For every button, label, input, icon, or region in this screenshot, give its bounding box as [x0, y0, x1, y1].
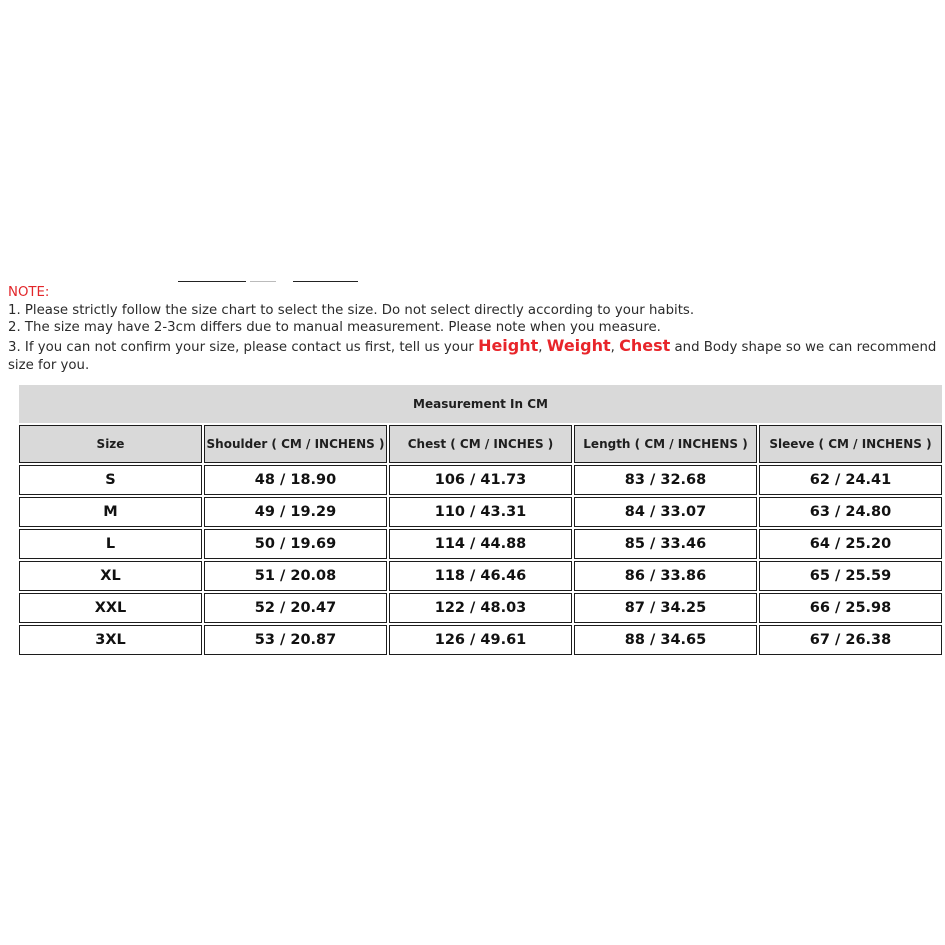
separator: ,	[538, 339, 547, 355]
table-row	[19, 593, 942, 623]
note-line-3	[8, 337, 942, 375]
size-label-cell: S	[19, 465, 202, 495]
measurement-cell: 83 / 32.68	[574, 465, 757, 495]
measurement-cell: 63 / 24.80	[759, 497, 942, 527]
measurement-cell: 110 / 43.31	[389, 497, 572, 527]
measurement-cell: 67 / 26.38	[759, 625, 942, 655]
table-row	[19, 561, 942, 591]
measurement-cell: 65 / 25.59	[759, 561, 942, 591]
size-label-cell: 3XL	[19, 625, 202, 655]
column-header: Shoulder ( CM / INCHENS )	[204, 425, 387, 463]
decorative-line	[250, 281, 276, 282]
decorative-line	[178, 281, 246, 282]
size-label-cell: M	[19, 497, 202, 527]
size-label-cell: L	[19, 529, 202, 559]
measurement-cell: 87 / 34.25	[574, 593, 757, 623]
measurement-cell: 52 / 20.47	[204, 593, 387, 623]
column-header: Length ( CM / INCHENS )	[574, 425, 757, 463]
table-header-row	[19, 425, 942, 463]
column-header: Chest ( CM / INCHES )	[389, 425, 572, 463]
note-title: NOTE:	[8, 285, 50, 300]
note-line-2: 2. The size may have 2-3cm differs due to manual measurement. Please note when you measure.	[8, 320, 661, 335]
highlight-chest: Chest	[619, 335, 671, 355]
measurement-cell: 84 / 33.07	[574, 497, 757, 527]
note-line-3-suffix: and Body shape so we can recommend size for you.	[8, 339, 937, 373]
measurement-cell: 64 / 25.20	[759, 529, 942, 559]
measurement-cell: 126 / 49.61	[389, 625, 572, 655]
measurement-cell: 118 / 46.46	[389, 561, 572, 591]
size-notes	[8, 284, 942, 375]
measurement-cell: 114 / 44.88	[389, 529, 572, 559]
note-line-3-prefix: 3. If you can not confirm your size, please contact us first, tell us your	[8, 339, 479, 355]
table-body	[19, 465, 942, 655]
table-caption: Measurement In CM	[19, 385, 942, 423]
highlight-height: Height	[478, 335, 539, 355]
highlight-weight: Weight	[546, 335, 611, 355]
table-caption-row	[19, 385, 942, 423]
measurement-cell: 122 / 48.03	[389, 593, 572, 623]
measurement-cell: 66 / 25.98	[759, 593, 942, 623]
note-line-1: 1. Please strictly follow the size chart to select the size. Do not select directly according to your habits.	[8, 302, 695, 318]
measurement-cell: 86 / 33.86	[574, 561, 757, 591]
separator: ,	[610, 339, 620, 355]
decorative-line	[293, 281, 358, 282]
measurement-cell: 88 / 34.65	[574, 625, 757, 655]
column-header: Sleeve ( CM / INCHENS )	[759, 425, 942, 463]
table-row	[19, 625, 942, 655]
measurement-cell: 50 / 19.69	[204, 529, 387, 559]
table-row	[19, 497, 942, 527]
measurement-cell: 85 / 33.46	[574, 529, 757, 559]
measurement-cell: 62 / 24.41	[759, 465, 942, 495]
table-row	[19, 529, 942, 559]
size-label-cell: XL	[19, 561, 202, 591]
measurement-cell: 53 / 20.87	[204, 625, 387, 655]
measurement-cell: 49 / 19.29	[204, 497, 387, 527]
size-chart-table	[17, 383, 944, 657]
measurement-cell: 106 / 41.73	[389, 465, 572, 495]
table-row	[19, 465, 942, 495]
measurement-cell: 48 / 18.90	[204, 465, 387, 495]
size-label-cell: XXL	[19, 593, 202, 623]
measurement-cell: 51 / 20.08	[204, 561, 387, 591]
column-header: Size	[19, 425, 202, 463]
